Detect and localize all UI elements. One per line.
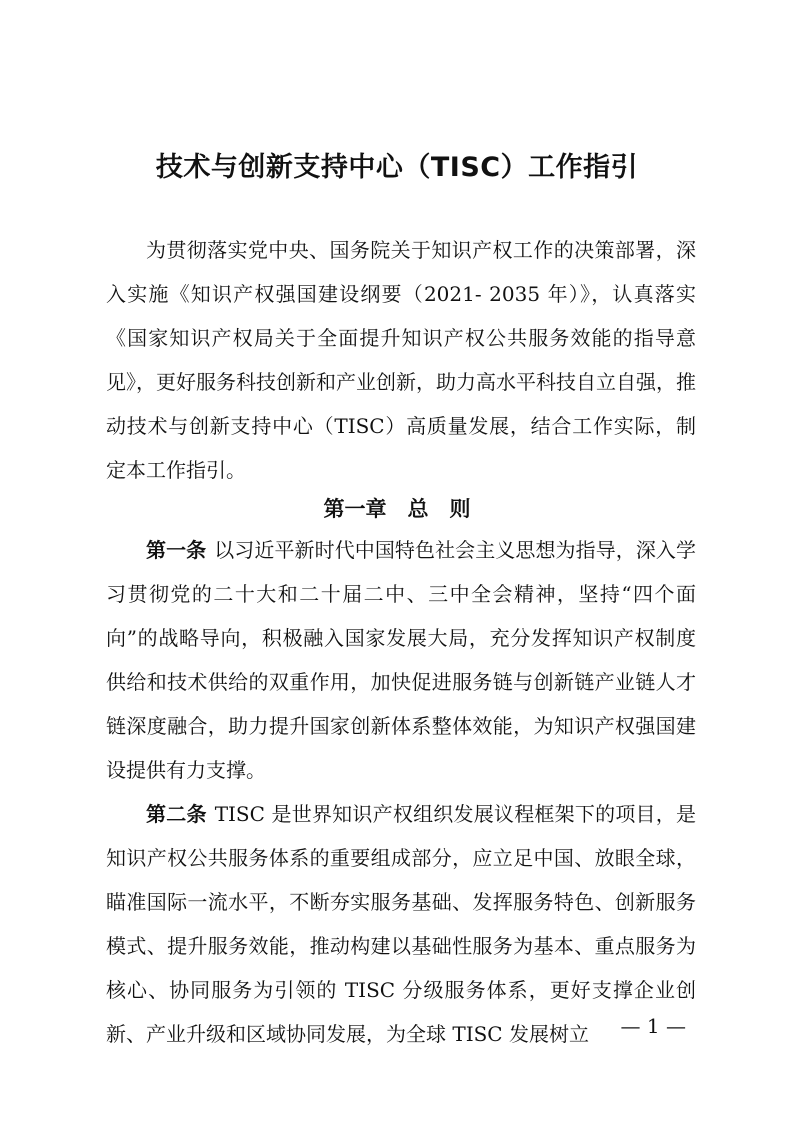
document-title: 技术与创新支持中心（TISC）工作指引 bbox=[155, 152, 639, 183]
article-2-label: 第二条 bbox=[146, 802, 207, 826]
intro-section bbox=[106, 228, 696, 492]
page-number: — 1 — bbox=[620, 1014, 686, 1038]
article-1-label: 第一条 bbox=[146, 538, 207, 562]
chapter-title: 第一章 总 则 bbox=[323, 497, 471, 521]
article-2-text: TISC 是世界知识产权组织发展议程框架下的项目，是知识产权公共服务体系的重要组成部分，应立足中国、放眼全球，瞄准国际一流水平，不断夯实服务基础、发挥服务特色、创新服务模式、提升服务效能，推动构建以基础性服务为基本、重点服务为核心、协同服务为引领的 TISC 分级服务体系，更好支撑企业创新、产业升级和区域协同发展，为全球 TISC 发展树立 bbox=[106, 802, 697, 1046]
article-1 bbox=[106, 528, 696, 792]
article-1-text: 以习近平新时代中国特色社会主义思想为指导，深入学习贯彻党的二十大和二十届二中、三中全会精神，坚持“四个面向”的战略导向，积极融入国家发展大局，充分发挥知识产权制度供给和技术供给的双重作用，加快促进服务链与创新链产业链人才链深度融合，助力提升国家创新体系整体效能，为知识产权强国建设提供有力支撑。 bbox=[106, 538, 697, 782]
articles-section bbox=[106, 528, 696, 1056]
intro-paragraph: 为贯彻落实党中央、国务院关于知识产权工作的决策部署，深入实施《知识产权强国建设纲要（2021- 2035 年）》，认真落实《国家知识产权局关于全面提升知识产权公共服务效能的指导意见》，更好服务科技创新和产业创新，助力高水平科技自立自强，推动技术与创新支持中心（TISC）高质量发展，结合工作实际，制定本工作指引。 bbox=[106, 238, 696, 482]
